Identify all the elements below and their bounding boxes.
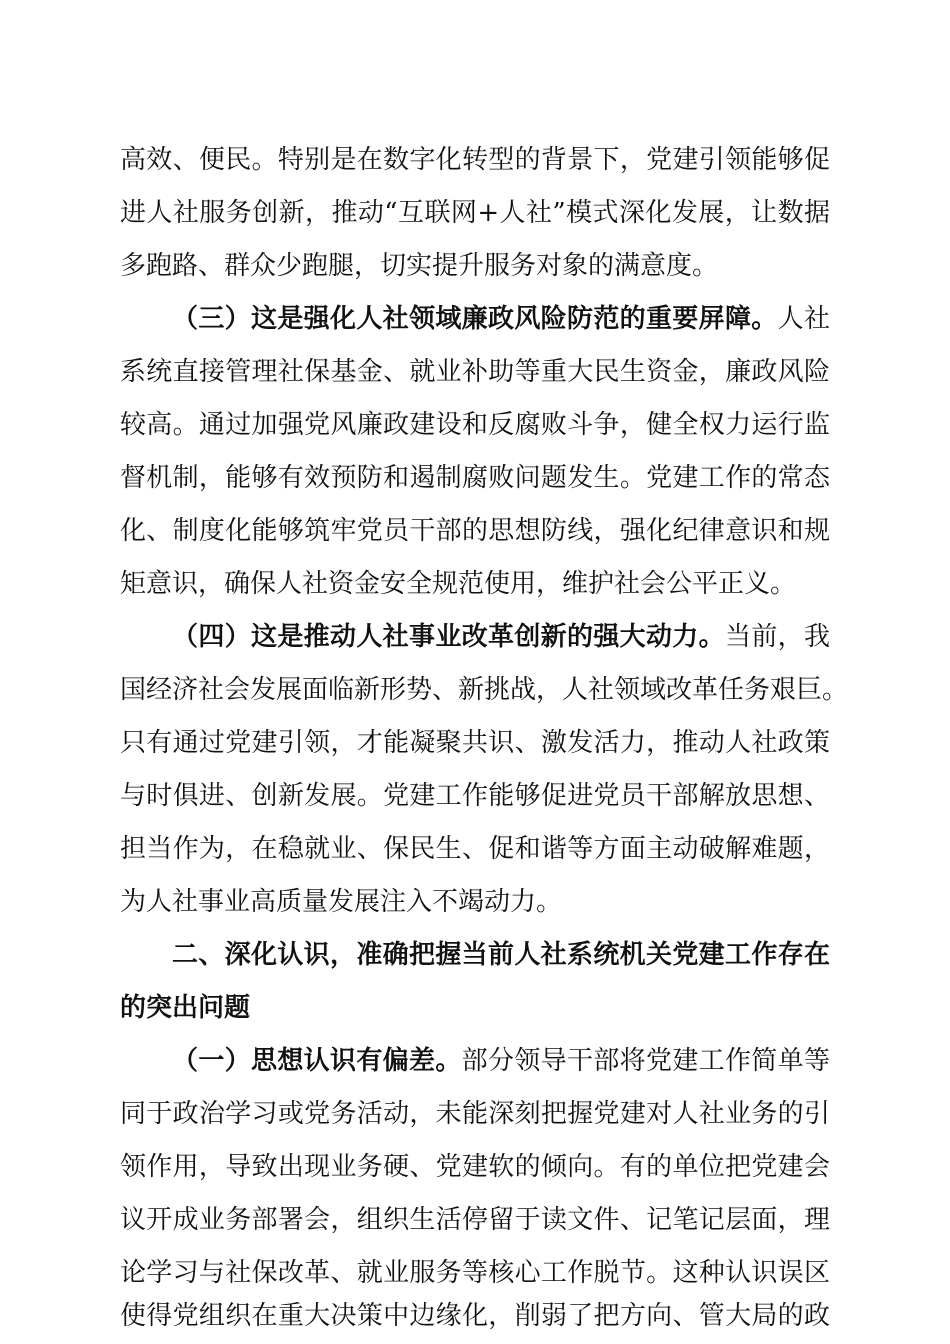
text-line: 化、制度化能够筑牢党员干部的思想防线，强化纪律意识和规 xyxy=(120,516,830,546)
paragraph-text: 人社 xyxy=(777,304,830,334)
text-line: 使得党组织在重大决策中边缘化，削弱了把方向、管大局的政 xyxy=(120,1301,830,1331)
paragraph-heading: （一）思想认识有偏差。 xyxy=(172,1046,462,1076)
text-line: 高效、便民。特别是在数字化转型的背景下，党建引领能够促 xyxy=(120,145,830,175)
paragraph-text: 部分领导干部将党建工作简单等 xyxy=(461,1046,830,1076)
text-line: 领作用，导致出现业务硬、党建软的倾向。有的单位把党建会 xyxy=(120,1152,830,1182)
text-line: 与时俱进、创新发展。党建工作能够促进党员干部解放思想、 xyxy=(120,781,830,811)
paragraph-first-line xyxy=(172,299,830,339)
text-line: 矩意识，确保人社资金安全规范使用，维护社会公平正义。 xyxy=(120,569,797,599)
text-line: 论学习与社保改革、就业服务等核心工作脱节。这种认识误区 xyxy=(120,1258,830,1288)
text-line: 国经济社会发展面临新形势、新挑战，人社领域改革任务艰巨。 xyxy=(120,675,849,705)
section-title: 二、深化认识，准确把握当前人社系统机关党建工作存在 xyxy=(172,940,830,970)
paragraph-first-line xyxy=(172,617,830,657)
text-line: 督机制，能够有效预防和遏制腐败问题发生。党建工作的常态 xyxy=(120,463,830,493)
text-line: 同于政治学习或党务活动，未能深刻把握党建对人社业务的引 xyxy=(120,1099,830,1129)
text-line: 系统直接管理社保基金、就业补助等重大民生资金，廉政风险 xyxy=(120,357,830,387)
text-line: 较高。通过加强党风廉政建设和反腐败斗争，健全权力运行监 xyxy=(120,410,830,440)
paragraph-heading: （四）这是推动人社事业改革创新的强大动力。 xyxy=(172,622,725,652)
section-title-continued: 的突出问题 xyxy=(120,993,251,1023)
paragraph-first-line xyxy=(172,1041,830,1081)
text-line: 进人社服务创新，推动“互联网+人社”模式深化发展，让数据 xyxy=(120,198,830,228)
text-line: 多跑路、群众少跑腿，切实提升服务对象的满意度。 xyxy=(120,251,719,281)
text-line: 只有通过党建引领，才能凝聚共识、激发活力，推动人社政策 xyxy=(120,728,830,758)
text-line: 担当作为，在稳就业、保民生、促和谐等方面主动破解难题， xyxy=(120,834,830,864)
text-line: 为人社事业高质量发展注入不竭动力。 xyxy=(120,887,563,917)
paragraph-text: 当前，我 xyxy=(724,622,830,652)
paragraph-heading: （三）这是强化人社领域廉政风险防范的重要屏障。 xyxy=(172,304,778,334)
text-line: 议开成业务部署会，组织生活停留于读文件、记笔记层面，理 xyxy=(120,1205,830,1235)
